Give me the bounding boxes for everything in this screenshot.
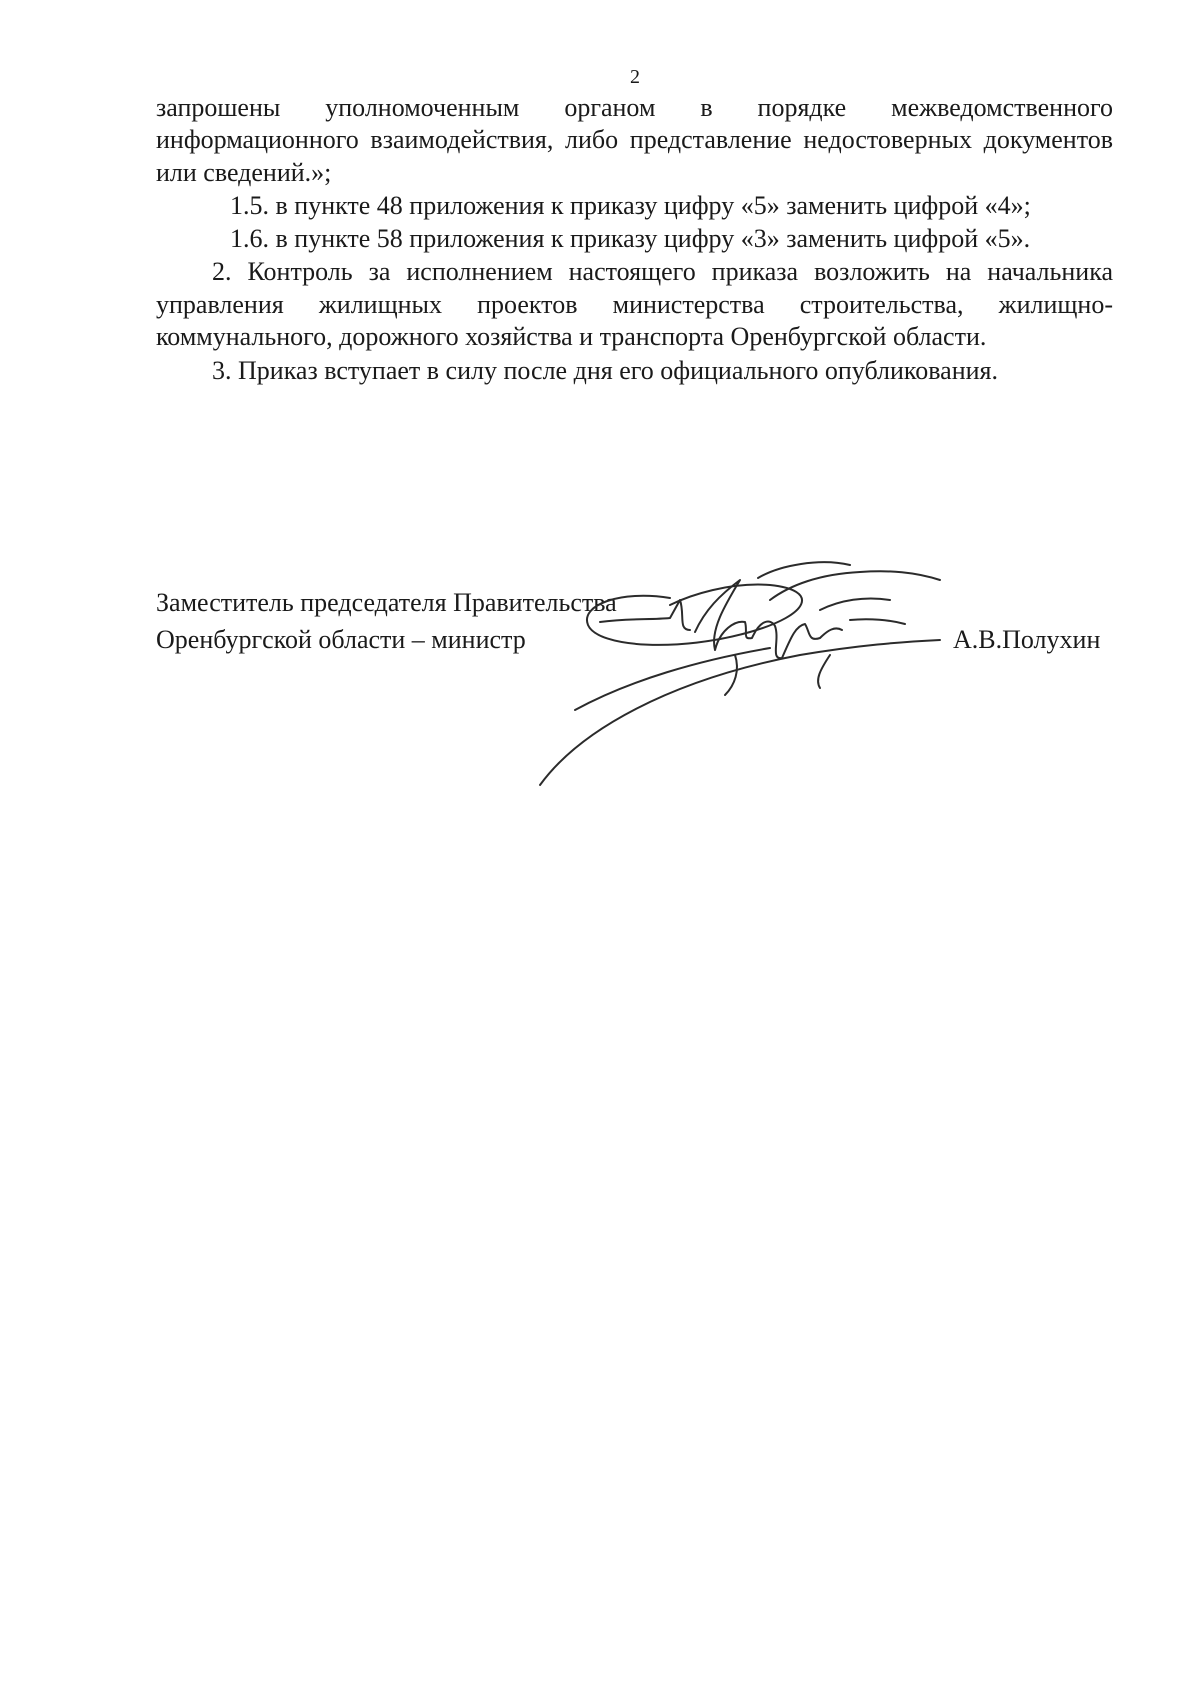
paragraph-item-3: 3. Приказ вступает в силу после дня его официального опубликования. [212,356,998,386]
signatory-position-line-2: Оренбургской области – министр [156,625,526,654]
handwritten-signature [520,560,1020,790]
paragraph-item-1-6: 1.6. в пункте 58 приложения к приказу цифру «3» заменить цифрой «5». [230,224,1031,254]
paragraph-continuation: запрошены уполномоченным органом в порядке межведомственного информационного взаимодействия, либо представление недостоверных документов или сведений.»; [156,93,1113,187]
paragraph-item-1-5: 1.5. в пункте 48 приложения к приказу цифру «5» заменить цифрой «4»; [230,190,1031,220]
signatory-position-line-1: Заместитель председателя Правительства [156,588,617,617]
paragraph-item-2: 2. Контроль за исполнением настоящего приказа возложить на начальника управления жилищных проектов министерства строительства, жилищно-коммунального, дорожного хозяйства и транспорта Оренбургской области. [156,257,1113,352]
signatory-name: А.В.Полухин [953,625,1101,654]
page-number: 2 [630,66,640,88]
document-body [156,92,1113,388]
